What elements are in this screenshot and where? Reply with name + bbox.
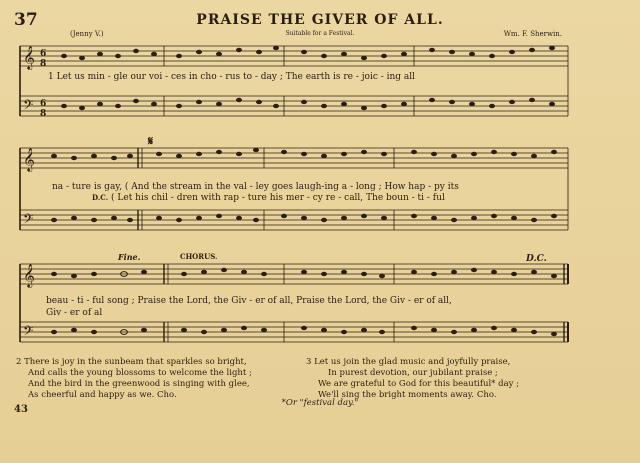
lyric-line-2b-row <box>92 193 445 203</box>
lyric-line-2a: na - ture is gay, ( And the stream in the val - ley goes laugh-ing a - long ; How hap - py its <box>52 182 459 192</box>
dc-marking: D.C. <box>526 254 547 264</box>
svg-text:8: 8 <box>40 109 47 119</box>
occasion-note: Suitable for a Festival. <box>285 30 355 37</box>
music-system-2 <box>14 134 574 252</box>
verse-2-line-4: As cheerful and happy as we. Cho. <box>28 390 177 400</box>
verse-3-line-1: 3 Let us join the glad music and joyfully praise, <box>306 357 511 367</box>
fine-marking: Fine. <box>118 252 141 262</box>
song-title: PRAISE THE GIVER OF ALL. <box>196 12 444 28</box>
svg-text:𝄢: 𝄢 <box>23 211 34 230</box>
lyric-line-1: Let us min - gle our voi - ces in cho - rus to - day ; The earth is re - joic - ing all <box>56 72 416 82</box>
svg-text:𝄢: 𝄢 <box>23 323 34 342</box>
segno-icon: 𝄋 <box>148 134 154 148</box>
footnote: *Or "festival day." <box>281 398 359 408</box>
verse-2-line-1: 2 There is joy in the sunbeam that sparkles so bright, <box>16 357 247 367</box>
verse-3 <box>306 357 519 401</box>
footer-number: 43 <box>14 404 28 415</box>
verse-3-line-3: We are grateful to God for this beautiful* day ; <box>318 379 519 389</box>
staff-system-1-notation <box>14 40 574 140</box>
verse-2-line-3: And the bird in the greenwood is singing with glee, <box>28 379 250 389</box>
page-number: 37 <box>14 10 38 30</box>
tune-name: (Jenny V.) <box>70 30 104 38</box>
svg-text:𝄞: 𝄞 <box>23 147 35 171</box>
svg-text:6: 6 <box>40 99 47 109</box>
chorus-marking: CHORUS. <box>180 252 218 261</box>
lyric-line-3b: Giv - er of al <box>46 308 103 318</box>
svg-text:8: 8 <box>40 59 47 69</box>
page-header <box>0 10 640 30</box>
music-system-3 <box>14 252 574 356</box>
lyrics-system-1 <box>48 72 415 82</box>
svg-text:𝄢: 𝄢 <box>23 97 34 116</box>
verse-number-1: 1 <box>48 72 54 82</box>
composer-credit: Wm. F. Sherwin. <box>503 30 562 38</box>
svg-text:𝄞: 𝄞 <box>23 45 35 69</box>
verse-3-line-4: We'll sing the bright moments away. Cho. <box>318 390 497 400</box>
lyric-line-3a: beau - ti - ful song ; Praise the Lord, the Giv - er of all, Praise the Lord, the Giv - er of all, <box>46 296 452 306</box>
verse-2 <box>16 357 252 401</box>
svg-text:6: 6 <box>40 49 47 59</box>
svg-text:𝄞: 𝄞 <box>23 263 35 287</box>
lyric-line-2b: ( Let his chil - dren with rap - ture his mer - cy re - call, The boun - ti - ful <box>111 193 445 203</box>
music-system-1 <box>14 40 574 140</box>
dc-label: D.C. <box>92 193 109 202</box>
verse-3-line-2: In purest devotion, our jubilant praise ; <box>328 368 498 378</box>
verse-2-line-2: And calls the young blossoms to welcome the light ; <box>28 368 252 378</box>
